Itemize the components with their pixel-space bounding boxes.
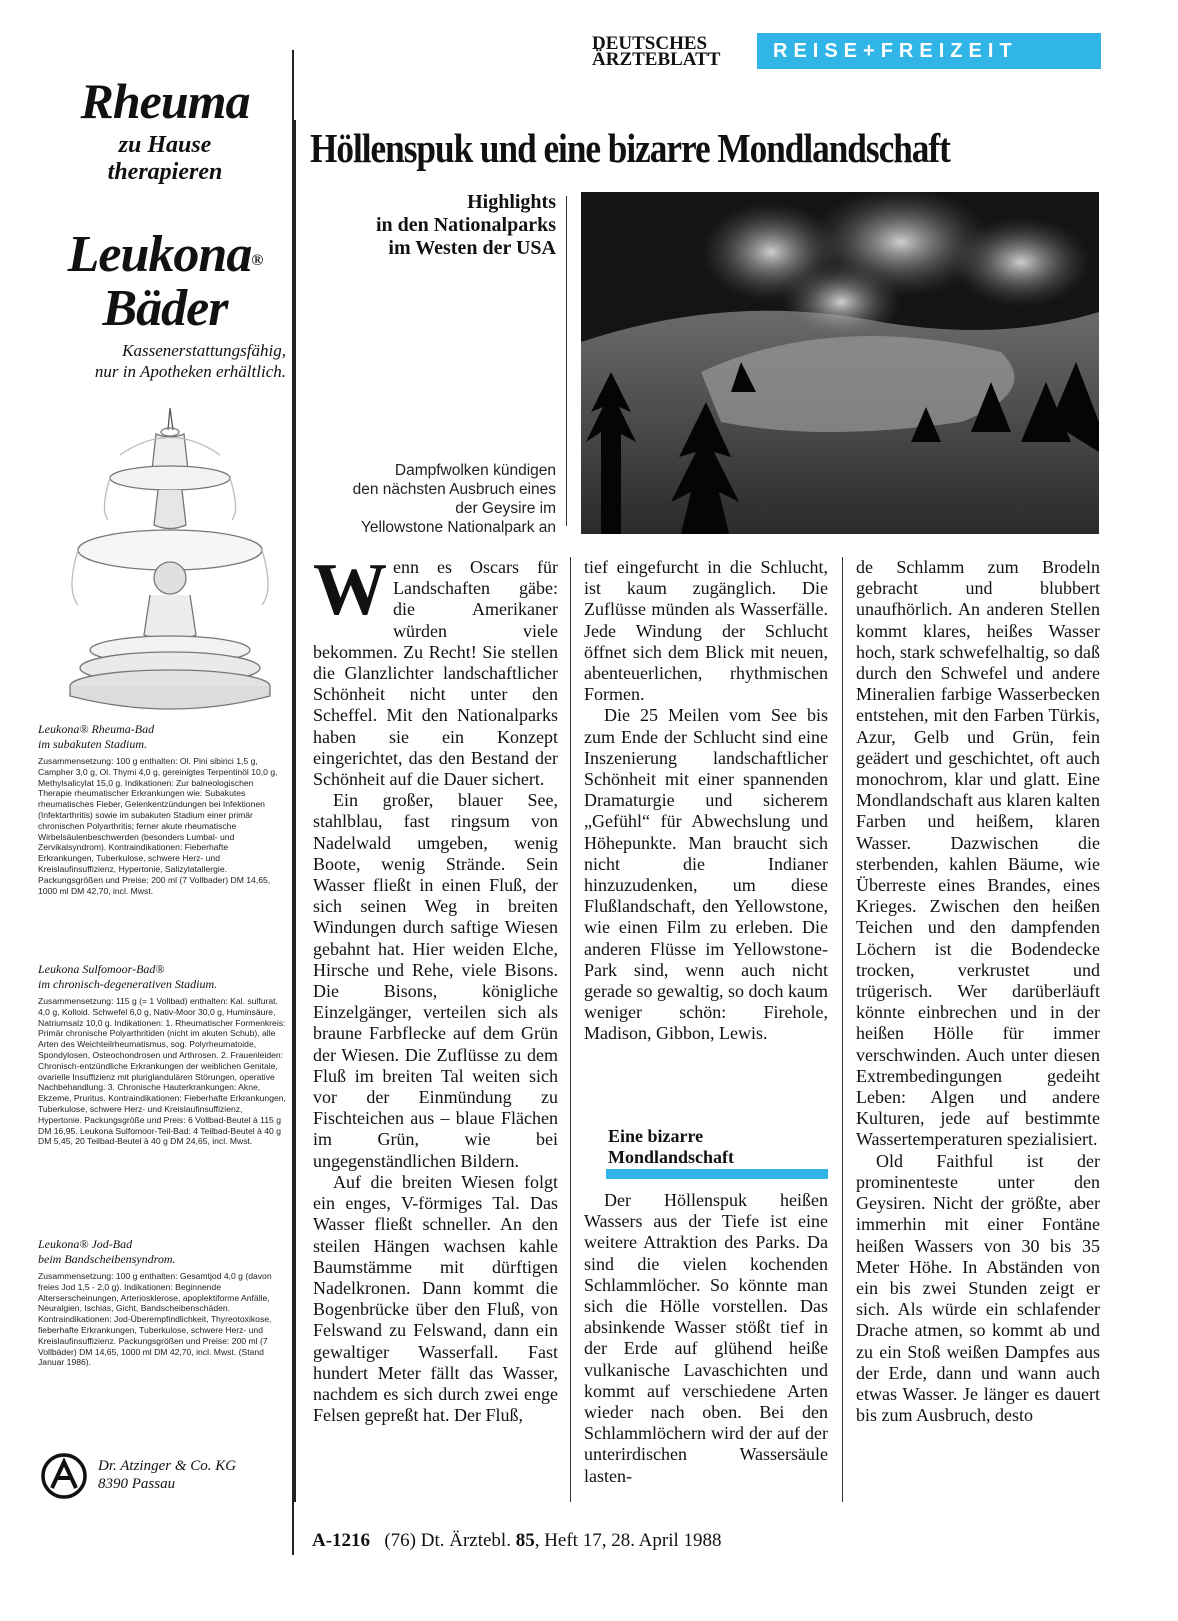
ad-company xyxy=(98,1457,288,1493)
registered-mark: ® xyxy=(251,252,263,269)
ad-tagline xyxy=(40,340,286,382)
footer-reference: (76) Dt. Ärztebl. xyxy=(384,1530,511,1551)
caption-line-2: den nächsten Ausbruch eines xyxy=(352,481,556,498)
ad-product-1-use: im subakuten Stadium. xyxy=(38,737,147,751)
company-logo-icon xyxy=(40,1452,88,1500)
column-rule xyxy=(842,557,843,1502)
ad-subline xyxy=(40,132,290,186)
drop-cap: W xyxy=(313,549,387,631)
subhead-line-2: in den Nationalparks xyxy=(375,214,556,236)
ad-headline: Rheuma xyxy=(80,73,250,129)
paragraph-8: Old Faithful ist der prominenteste unter den Geysiren. Nicht der größte, aber immerhin mit einer Fontäne heißen Wassers von 30 bis 35 Meter Höhe. In Abständen von ein bis zwei Stunden zeigt er sich. Als würde ein schlafender Drache atmen, so kommt ab und zu ein Stoß weißen Dampfes aus der Erde, dann und wann auch etwas Wasser. Je länger es dauert bis zum Ausbruch, desto xyxy=(856,1150,1100,1426)
paragraph-7: de Schlamm zum Brodeln gebracht und blubbert unaufhörlich. An anderen Stellen kommt klares, heißes Wasser hoch, stark schwefelhaltig, so daß durch den Schwefel und andere Mineralien farbige Wasserbecken entstehen, mit den Farben Türkis, Azur, Gelb und Grün, fein geädert und geschichtet, oft auch monochrom, klar und glatt. Eine Mondlandschaft aus klaren kalten Farben und heißem, klaren Wasser. Dazwischen die sterbenden, kahlen Bäume, wie Überreste eines Brandes, eines Krieges. Zwischen den heißen Teichen und den dampfenden Löchern ist die Bodendecke trocken, verkrustet und trügerisch. Wer darüberläuft könnte einbrechen und in der heißen Hölle für immer verschwinden. Auch unter diesen Extrembedingungen gedeiht Leben: Algen und andere Kulturen, jede auf bestimmte Wassertemperaturen spezialisiert. xyxy=(856,557,1100,1150)
article-column-1 xyxy=(313,549,558,1426)
ad-company-city: 8390 Passau xyxy=(98,1476,176,1492)
ad-subline-2: therapieren xyxy=(107,159,223,185)
geyser-photo xyxy=(581,192,1099,534)
interheading-line-1: Eine bizarre xyxy=(608,1126,704,1146)
paragraph-3: Auf die breiten Wiesen folgt ein enges, V-förmiges Tal. Das Wasser fließt schneller. An den steilen Hängen wachsen kahle Baumstämme mit dürftigen Nadelkronen. Dann kommt die Bogenbrücke über den Fluß, von Felswand zu Felswand, dann ein gewaltiger Wasserfall. Fast hundert Meter fällt das Wasser, nachdem es sich durch zwei enge Felsen gepreßt hat. Der Fluß, xyxy=(313,1171,558,1426)
interheading xyxy=(608,1126,828,1168)
caption-line-4: Yellowstone Nationalpark an xyxy=(360,519,556,536)
page-footer xyxy=(312,1529,912,1553)
paragraph-2: Ein großer, blauer See, stahlblau, fast ringsum von Nadelwald umgeben, wenig Boote, wenig Strände. Sein Wasser fließt in einen Fluß, der sich seinen Weg in breiten Windungen durch saftige Wiesen gebahnt hat. Hier weiden Elche, Hirsche und Rehe, viele Bisons. Die Bisons, königliche Einzelgänger, verteilen sich als braune Farbflecke auf dem Grün der Wiesen. Die Zuflüsse zu dem Fluß im breiten Tal weiten sich vor der Einmündung zu Fischteichen aus – blaue Flächen im Grün, wie bei ungegenständlichen Bildern. xyxy=(313,790,558,1171)
paragraph-4: tief eingefurcht in die Schlucht, ist kaum zugänglich. Die Zuflüsse münden als Wasserfälle. Jede Windung der Schlucht öffnet sich dem Blick mit neuen, abenteuerlichen, rhythmischen Formen. xyxy=(584,557,828,705)
ad-company-name: Dr. Atzinger & Co. KG xyxy=(98,1458,237,1474)
fountain-illustration xyxy=(60,400,280,710)
ad-brand-name: Leukona xyxy=(67,226,252,283)
article-subhead xyxy=(312,191,556,260)
ad-product-2 xyxy=(38,962,286,992)
ad-product-1-name: Leukona® Rheuma-Bad xyxy=(38,722,155,736)
photo-caption xyxy=(318,461,556,537)
subhead-line-1: Highlights xyxy=(467,191,556,213)
ad-brand-product: Bäder xyxy=(102,280,228,337)
interheading-bar xyxy=(606,1169,828,1179)
article-column-2 xyxy=(584,557,828,1045)
subhead-rule xyxy=(566,196,567,526)
ad-product-1 xyxy=(38,722,286,752)
column-divider xyxy=(294,120,296,1502)
paragraph-5: Die 25 Meilen vom See bis zum Ende der Schlucht sind eine Inszenierung landschaftlicher Schönheit mit einer spannenden Dramaturgie und sicherem „Gefühl“ für Abwechslung und Höhepunkte. Man braucht sich nicht die Indianer hinzuzudenken, um diese Flußlandschaft, den Yellowstone, wie einen Film zu erleben. Die anderen Flüsse im Yellowstone-Park sind, wenn auch nicht gerade so gewaltig, so doch kaum weniger schön: Firehole, Madison, Gibbon, Lewis. xyxy=(584,705,828,1044)
journal-logo-line1: DEUTSCHES xyxy=(592,33,708,54)
ad-product-3-use: beim Bandscheibensyndrom. xyxy=(38,1252,176,1266)
ad-product-3-name: Leukona® Jod-Bad xyxy=(38,1237,133,1251)
journal-logo-line2: ÄRZTEBLATT xyxy=(592,49,721,70)
caption-line-3: der Geysire im xyxy=(455,500,556,517)
footer-issue: , Heft 17, 28. April 1988 xyxy=(534,1530,722,1551)
paragraph-1: enn es Oscars für Landschaften gäbe: die Amerikaner würden viele bekommen. Zu Recht! Sie stellen die Glanzlichter landschaftlicher Schönheit nicht unter den Scheffel. Mit den Nationalparks haben sie ein Konzept eingerichtet, das den Bestand der Schönheit auf die Dauer sichert. xyxy=(313,557,558,790)
footer-volume: 85 xyxy=(515,1530,535,1551)
article-column-3 xyxy=(856,557,1100,1426)
page-number: A-1216 xyxy=(312,1530,371,1551)
paragraph-6: Der Höllenspuk heißen Wassers aus der Tiefe ist eine weitere Attraktion des Parks. Da sind die vielen kochenden Schlammlöcher. So könnte man sich die Hölle vorstellen. Das absinkende Wasser stößt tief in der Erde auf glühend heiße vulkanische Lavaschichten und kommt auf verschiedene Arten wieder nach oben. Bei den Schlammlöchern wird der auf der unterirdischen Wassersäule lasten- xyxy=(584,1190,828,1486)
ad-product-3 xyxy=(38,1237,286,1267)
article-headline: Höllenspuk und eine bizarre Mondlandschaft xyxy=(310,125,950,171)
ad-tagline-2: nur in Apotheken erhältlich. xyxy=(94,362,286,381)
article-column-2-continued xyxy=(584,1190,828,1487)
journal-logo xyxy=(592,33,748,70)
caption-line-1: Dampfwolken kündigen xyxy=(394,462,556,479)
section-label: REISE+FREIZEIT xyxy=(773,40,1018,62)
ad-product-2-name: Leukona Sulfomoor-Bad® xyxy=(38,962,165,976)
ad-product-1-text: Zusammensetzung: 100 g enthalten: Ol. Pini sibirici 1,5 g, Campher 3,0 g, Ol. Thymi 4,0 g, gereinigtes Terpentinöl 10,0 g, Methylsalicylat 15,0 g. Indikationen: Zur balneologischen Therapie rheumatischer Erkrankungen wie: Subakutes rheumatisches Fieber, Gelenkentzündungen bei Infektionen (Infektarthritis) sowie im subakuten Stadium einer primär chronischen Polyarthritis; ferner akute rheumatische Wirbelsäulenbeschwerden (besonders Lumbal- und Zervikalsyndrom). Kontraindikationen: Fieberhafte Erkrankungen, Tuberkulose, schwere Herz- und Kreislaufinsuffizienz, Hypertonie, Salizylatallergie. Packungsgrößen und Preise: 200 ml (7 Vollbader) DM 14,65, 1000 ml DM 42,70, incl. Mwst. xyxy=(38,756,278,896)
interheading-line-2: Mondlandschaft xyxy=(608,1147,735,1167)
subhead-line-3: im Westen der USA xyxy=(388,237,556,259)
ad-product-2-text: Zusammensetzung: 115 g (= 1 Vollbad) enthalten: Kal. sulfurat. 4,0 g, Kolloid. Schwefel 6,0 g, Nativ-Moor 30,0 g, Huminsäure, Natriumsalz 10,0 g. Indikationen: 1. Rheumatischer Formenkreis: Primär chronische Polyarthritiden (nicht im akuten Schub), alle Arten des Weichteilrheumatismus, sog. Polyrheumatoide, Spondylosen, Osteochondrosen und Arthrosen. 2. Frauenleiden: Chronisch-entzündliche Erkrankungen der weiblichen Genitale, ovarielle Insuffizienz mit pluriglandulären Störungen, operative Nachbehandlung. 3. Chronische Hauterkrankungen: Akne, Ekzeme, Pruritus. Kontraindikationen: Fieberhafte Erkrankungen, Tuberkulose, schwere Herz- und Kreislaufinsuffizienz, Hypertonie. Packungsgröße und Preis: 6 Vollbad-Beutel à 115 g DM 16,95. Leukona Sulfomoor-Teil-Bad: 4 Teilbad-Beutel à 40 g DM 5,45, 20 Teilbad-Beutel à 40 g DM 24,65, incl. Mwst. xyxy=(38,996,286,1147)
ad-brand xyxy=(40,228,290,336)
ad-subline-1: zu Hause xyxy=(118,132,212,158)
ad-tagline-1: Kassenerstattungsfähig, xyxy=(122,341,286,360)
ad-product-2-use: im chronisch-degenerativen Stadium. xyxy=(38,977,218,991)
column-rule xyxy=(570,557,571,1502)
ad-product-3-text: Zusammensetzung: 100 g enthalten: Gesamtjod 4,0 g (davon freies Jod 1,5 - 2,0 g). Indikationen: Beginnende Alterserscheinungen, Arteriosklerose, apoplektiforme Anfälle, Neuralgien, Ischias, Gicht, Bandscheibenschäden. Kontraindikationen: Jod-Überempfindlichkeit, Thyreotoxikose, fieberhafte Erkrankungen, Tuberkulose, schwere Herz- und Kreislaufinsuffizienz. Packungsgrößen und Preise: 200 ml (7 Vollbäder) DM 14,65, 1000 ml DM 42,70, incl. Mwst. (Stand Januar 1986). xyxy=(38,1271,272,1368)
